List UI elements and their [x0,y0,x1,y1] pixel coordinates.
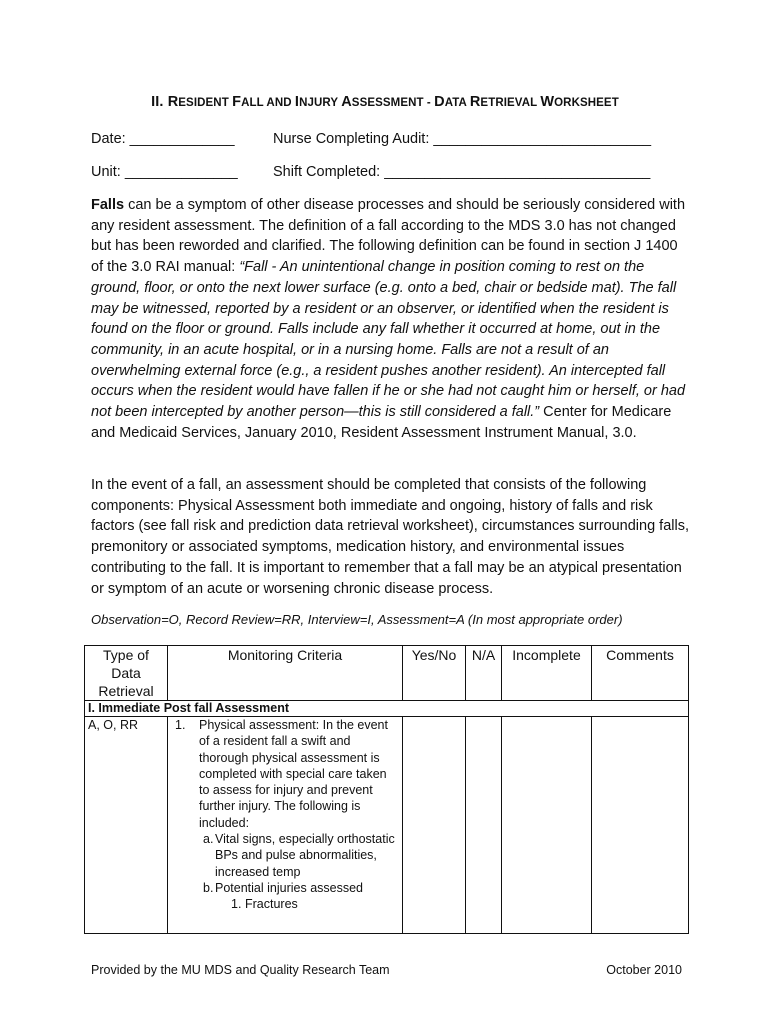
para1-text1: can be a symptom of other disease processes and should be seriously considered with any resident assessment. The definition of a fall according to the MDS 3.0 has not changed but has been reworded and clarified. The following definition can be found in section J 1400 of the 3.0 RAI manual: [91,197,686,276]
na-cell[interactable] [466,717,502,934]
page-title [0,94,770,110]
title-numeral: II. [151,94,164,110]
footer-left: Provided by the MU MDS and Quality Research Team [91,963,390,977]
title-word-initial: W [540,94,555,110]
sub-a-text: Vital signs, especially orthostatic BPs and pulse abnormalities, increased temp [215,832,395,879]
title-word-initial: F [232,94,242,110]
incomplete-cell[interactable] [502,717,592,934]
row-type: A, O, RR [85,717,168,934]
shift-field[interactable]: Shift Completed: _________________________________ [273,164,651,180]
table-row [85,717,689,934]
section-title: I. Immediate Post fall Assessment [85,701,689,717]
title-word-rest: ESIDENT [178,97,233,109]
falls-lead-word: Falls [91,197,125,213]
title-words [168,94,619,110]
item-number: 1. [175,718,186,732]
para1-text2: Center for Medicare and Medicaid Services, January 2010, Resident Assessment Instrument Manual, 3.0. [91,404,672,441]
sub-item-b [199,880,399,913]
title-word-initial: D [434,94,445,110]
title-word-initial: A [341,94,352,110]
para1-quote: “Fall - An unintentional change in position coming to rest on the ground, floor, or onto the next lower surface (e.g. onto a bed, chair or bedside mat). The fall may be witnessed, reported by a resident or an observer, or identified when the resident is found on the floor or ground. Falls include any fall whether it occurred at home, out in the community, in an acute hospital, or in a nursing home. Falls are not a result of an overwhelming external force (e.g., a resident pushes another resident). An intercepted fall occurs when the resident would have fallen if he or she had not caught him or herself, or had not been intercepted by another person—this is still considered a fall.” [91,259,686,421]
header-criteria: Monitoring Criteria [168,646,403,701]
title-word-rest: NJURY [299,97,342,109]
legend-text: Observation=O, Record Review=RR, Interview=I, Assessment=A (In most appropriate order) [91,612,623,627]
criteria-item [171,717,399,913]
header-incomplete: Incomplete [502,646,592,701]
row-criteria [168,717,403,934]
table-header-row [85,646,689,701]
sub-item-a [199,831,399,880]
comments-cell[interactable] [592,717,689,934]
header-na: N/A [466,646,502,701]
title-word-rest: ETRIEVAL [480,97,541,109]
title-word-rest: SSESSMENT - [351,97,435,109]
header-yesno: Yes/No [403,646,466,701]
sub-b1-label: 1. [231,897,242,912]
title-word-rest: ORKSHEET [554,97,619,109]
sub-item-b1 [231,896,399,912]
section-row [85,701,689,717]
item-text: Physical assessment: In the event of a resident fall a swift and thorough physical assessment is completed with special care taken to assess for injury and prevent further injury. The following is included: [199,718,388,830]
footer-right: October 2010 [606,963,682,977]
title-word-initial: R [469,94,481,110]
title-word-initial: R [167,94,179,110]
title-word-rest: ALL AND [241,97,295,109]
nurse-field[interactable]: Nurse Completing Audit: ___________________________ [273,131,652,147]
sub-a-label: a. [203,832,214,847]
falls-definition-paragraph [91,195,691,443]
header-comments: Comments [592,646,689,701]
assessment-table [84,645,689,934]
title-word-rest: ATA [444,97,470,109]
unit-field[interactable]: Unit: ______________ [91,164,238,180]
sub-b1-text: Fractures [245,897,298,912]
title-word-initial: I [294,94,300,110]
date-nurse-row [91,131,652,147]
assessment-paragraph: In the event of a fall, an assessment should be completed that consists of the following components: Physical Assessment both immediate and ongoing, history of falls and risk factors (see fall risk and prediction data retrieval worksheet), circumstances surrounding falls, premonitory or associated symptoms, medication history, and environmental issues contributing to the fall. It is important to remember that a fall may be an atypical presentation or symptom of an acute or worsening chronic disease process. [91,477,689,597]
sub-b-text: Potential injuries assessed [215,880,363,895]
date-field[interactable]: Date: _____________ [91,131,235,147]
unit-shift-row [91,164,651,180]
sub-b-label: b. [203,880,214,895]
yesno-cell[interactable] [403,717,466,934]
header-type: Type of Data Retrieval [85,646,168,701]
